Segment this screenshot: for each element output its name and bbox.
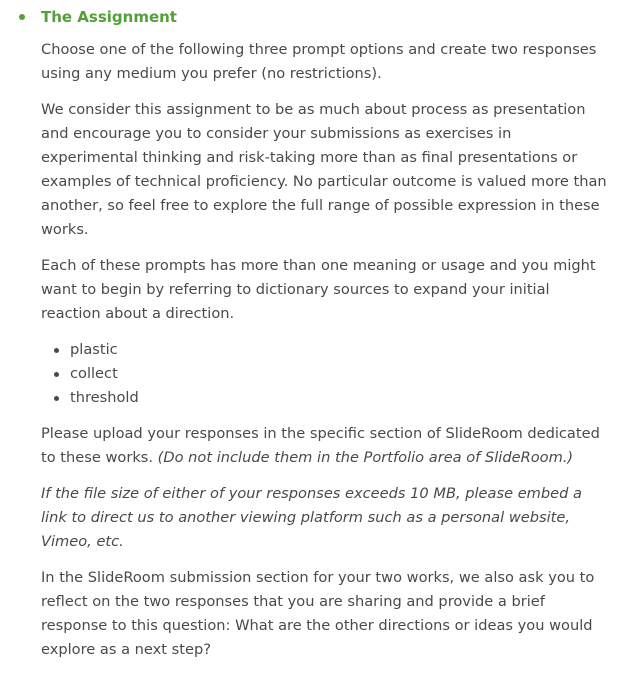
prompt-item	[41, 362, 607, 386]
prompts-intro-paragraph: Each of these prompts has more than one meaning or usage and you might want to begin by referring to dictionary sources to expand your initial reaction about a direction.	[41, 257, 596, 322]
section-heading: The Assignment	[41, 8, 177, 26]
intro-paragraph: Choose one of the following three prompt options and create two responses using any medium you prefer (no restrictions).	[41, 41, 597, 82]
assignment-body	[41, 38, 607, 662]
prompt-item-label: threshold	[70, 389, 139, 406]
bullet-icon	[54, 372, 59, 377]
heading-bullet-icon	[19, 14, 25, 20]
upload-note: (Do not include them in the Portfolio area of SlideRoom.)	[157, 449, 574, 466]
upload-paragraph	[41, 422, 607, 470]
bullet-icon	[54, 348, 59, 353]
file-size-note: If the file size of either of your responses exceeds 10 MB, please embed a link to direct us to another viewing platform such as a personal website, Vimeo, etc.	[41, 485, 582, 550]
prompt-list	[41, 338, 607, 410]
file-size-paragraph	[41, 482, 607, 554]
process-paragraph: We consider this assignment to be as much about process as presentation and encourage you to consider your submissions as exercises in experimental thinking and risk-taking more than as final presentations or examples of technical proficiency. No particular outcome is valued more than another, so feel free to explore the full range of possible expression in these works.	[41, 101, 607, 238]
prompt-item	[41, 386, 607, 410]
prompt-item-label: collect	[70, 365, 118, 382]
reflect-paragraph: In the SlideRoom submission section for your two works, we also ask you to reflect on the two responses that you are sharing and provide a brief response to this question: What are the other directions or ideas you would explore as a next step?	[41, 569, 595, 658]
prompt-item	[41, 338, 607, 362]
bullet-icon	[54, 396, 59, 401]
upload-instruction: Please upload your responses in the specific section of SlideRoom dedicated to these works.	[41, 425, 600, 466]
prompt-item-label: plastic	[70, 341, 118, 358]
section-heading-row	[0, 5, 610, 29]
